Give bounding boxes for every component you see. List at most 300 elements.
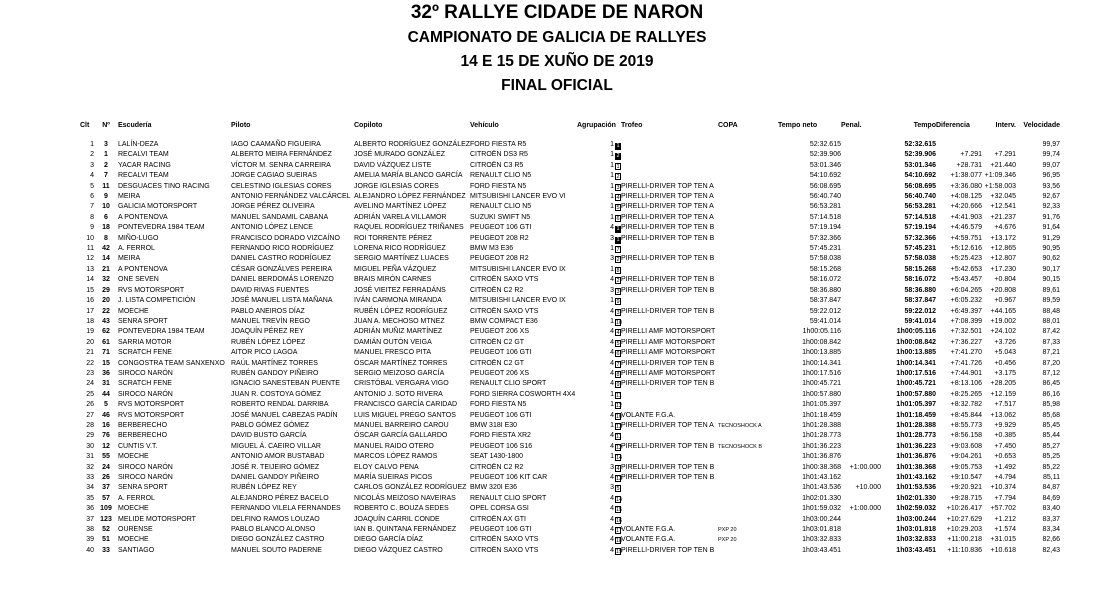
cell-velocidade-text: 85,44	[1042, 432, 1060, 440]
cell-piloto-text: MIGUEL Á. CAEIRO VILLAR	[231, 442, 321, 450]
cell-car-number	[94, 265, 118, 275]
cell-trofeo	[621, 307, 718, 317]
cell-copa	[718, 359, 778, 369]
cell-position	[80, 421, 94, 431]
cell-copa	[718, 390, 778, 400]
cell-piloto	[231, 338, 354, 348]
cell-diferencia	[936, 400, 982, 410]
cell-velocidade-text: 87,42	[1042, 328, 1060, 336]
cell-position-text: 18	[86, 317, 94, 325]
cell-copiloto	[354, 192, 470, 202]
cell-agrupacion	[577, 327, 621, 337]
cell-tempo-neto	[778, 202, 841, 212]
cell-tempo	[881, 535, 936, 545]
cell-tempo-text: 1h00:14.341	[896, 359, 936, 367]
cell-copiloto	[354, 202, 470, 212]
cell-trofeo	[621, 463, 718, 473]
cell-tempo-neto	[778, 327, 841, 337]
cell-interv-text: +10.618	[990, 546, 1016, 554]
cell-diferencia	[936, 327, 982, 337]
cell-escuderia-text: RVS MOTORSPORT	[118, 411, 185, 419]
cell-tempo-text: 53:01.346	[904, 161, 936, 169]
cell-position-text: 1	[90, 141, 94, 148]
cell-piloto	[231, 275, 354, 285]
cell-copa	[718, 307, 778, 317]
cell-diferencia-text: +7:36.227	[950, 338, 982, 346]
cell-copiloto	[354, 234, 470, 244]
cell-trofeo-text: PIRELLI-DRIVER TOP TEN B	[621, 255, 715, 263]
cell-piloto-text: VÍCTOR M. SENRA CARREIRA	[231, 161, 331, 169]
cell-position-text: 3	[90, 161, 94, 169]
cell-vehiculo-text: PEUGEOT 208 R2	[470, 234, 529, 242]
cell-piloto	[231, 452, 354, 462]
col-header-velocidade: Velocidade	[1023, 122, 1060, 129]
class-position-box: 10	[616, 413, 623, 420]
cell-copiloto-text: ELOY CALVO PENA	[354, 463, 419, 471]
cell-agrupacion-text: 3	[610, 234, 614, 242]
cell-penal	[841, 411, 881, 421]
cell-vehiculo-text: PEUGEOT 206 XS	[470, 328, 530, 336]
table-row	[80, 473, 1060, 483]
col-header-diferencia: Diferencia	[936, 122, 970, 129]
cell-copiloto	[354, 400, 470, 410]
cell-position-text: 29	[86, 432, 94, 440]
cell-piloto-text: ANTONIO LÓPEZ LENCE	[231, 224, 313, 232]
class-position-box: 18	[616, 538, 623, 545]
cell-trofeo-text: PIRELLI-DRIVER TOP TEN B	[621, 307, 715, 315]
cell-velocidade-text: 93,56	[1042, 182, 1060, 190]
cell-agrupacion	[577, 348, 621, 358]
cell-tempo	[881, 431, 936, 441]
cell-position-text: 35	[86, 494, 94, 502]
cell-copiloto	[354, 369, 470, 379]
cell-penal	[841, 359, 881, 369]
cell-trofeo	[621, 338, 718, 348]
cell-car-number-text: 61	[102, 338, 110, 346]
cell-agrupacion-text: 4	[610, 411, 614, 419]
cell-tempo	[881, 265, 936, 275]
table-row	[80, 379, 1060, 389]
cell-penal	[841, 338, 881, 348]
cell-car-number-text: 52	[102, 526, 110, 534]
cell-car-number-text: 29	[102, 286, 110, 294]
cell-penal	[841, 463, 881, 473]
class-position-box: 12	[616, 403, 623, 410]
cell-position	[80, 494, 94, 504]
cell-diferencia	[936, 431, 982, 441]
cell-vehiculo-text: FORD FIESTA N5	[470, 182, 527, 190]
cell-tempo	[881, 463, 936, 473]
cell-agrupacion-text: 3	[610, 255, 614, 263]
cell-tempo-neto-text: 59:41.014	[809, 317, 841, 325]
cell-copa	[718, 254, 778, 264]
cell-tempo-neto-text: 59:22.012	[809, 307, 841, 315]
cell-position-text: 25	[86, 390, 94, 398]
cell-car-number-text: 123	[100, 515, 112, 523]
cell-trofeo-text: PIRELLI-DRIVER TOP TEN A	[621, 421, 714, 429]
cell-tempo	[881, 525, 936, 535]
cell-car-number	[94, 182, 118, 192]
cell-tempo-text: 57:19.194	[904, 224, 936, 232]
col-header-interv: Interv.	[995, 122, 1016, 129]
cell-tempo-neto-text: 1h02:01.330	[802, 494, 841, 502]
cell-piloto	[231, 546, 354, 556]
cell-piloto	[231, 213, 354, 223]
cell-car-number	[94, 140, 118, 150]
cell-interv	[982, 452, 1016, 462]
cell-copa	[718, 546, 778, 556]
cell-tempo-text: 1h00:17.516	[896, 369, 936, 377]
cell-interv-text: +9.929	[994, 421, 1016, 429]
cell-position-text: 23	[86, 369, 94, 377]
cell-velocidade-text: 87,21	[1042, 349, 1060, 357]
cell-position-text: 19	[86, 328, 94, 336]
cell-copa	[718, 421, 778, 431]
cell-car-number-text: 9	[104, 193, 108, 201]
cell-copiloto-text: MANUEL BARREIRO CAROU	[354, 421, 449, 429]
table-header-row	[80, 121, 1060, 132]
cell-escuderia-text: RVS MOTORSPORT	[118, 401, 185, 409]
cell-escuderia	[118, 379, 231, 389]
cell-tempo	[881, 202, 936, 212]
cell-copiloto-text: ÓSCAR MARTÍNEZ TORRES	[354, 359, 448, 367]
cell-tempo	[881, 307, 936, 317]
cell-interv	[982, 421, 1016, 431]
cell-tempo-text: 1h00:13.885	[896, 349, 936, 357]
cell-car-number-text: 6	[104, 213, 108, 221]
cell-escuderia	[118, 473, 231, 483]
cell-diferencia	[936, 296, 982, 306]
cell-penal	[841, 494, 881, 504]
cell-copiloto	[354, 182, 470, 192]
cell-diferencia-text: +9:05.753	[950, 463, 982, 471]
cell-tempo-neto-text: 56:40.740	[809, 193, 841, 201]
cell-vehiculo-text: BMW 320I E36	[470, 484, 518, 492]
cell-diferencia	[936, 338, 982, 348]
cell-velocidade	[1016, 535, 1060, 545]
cell-trofeo-text: PIRELLI-DRIVER TOP TEN B	[621, 234, 715, 242]
cell-escuderia	[118, 254, 231, 264]
cell-agrupacion-text: 4	[610, 474, 614, 481]
cell-vehiculo	[470, 494, 577, 504]
class-position-box: 4	[616, 465, 620, 472]
cell-penal	[841, 286, 881, 296]
cell-agrupacion	[577, 296, 621, 306]
table-row	[80, 504, 1060, 514]
cell-agrupacion	[577, 265, 621, 275]
cell-trofeo	[621, 525, 718, 535]
table-row	[80, 202, 1060, 212]
cell-diferencia-text: +5:25.423	[950, 255, 982, 263]
cell-trofeo-text: PIRELLI-DRIVER TOP TEN B	[621, 442, 715, 450]
cell-velocidade	[1016, 390, 1060, 400]
cell-penal	[841, 515, 881, 525]
cell-velocidade-text: 85,98	[1042, 401, 1060, 409]
cell-car-number	[94, 463, 118, 473]
cell-piloto-text: DAVID BUSTO GARCÍA	[231, 432, 307, 440]
cell-piloto-text: RAÚL MARTÍNEZ TORRES	[231, 359, 318, 367]
cell-copiloto	[354, 546, 470, 556]
cell-interv-text: +19.002	[990, 317, 1016, 325]
cell-penal	[841, 140, 881, 150]
cell-vehiculo	[470, 525, 577, 535]
cell-tempo-neto	[778, 494, 841, 504]
cell-velocidade	[1016, 515, 1060, 525]
cell-position	[80, 192, 94, 202]
cell-tempo-text: 1h03:01.818	[896, 526, 936, 534]
cell-trofeo	[621, 411, 718, 421]
cell-copa	[718, 182, 778, 192]
cell-diferencia-text: +8:56.158	[950, 432, 982, 440]
class-position-box: 2	[616, 278, 620, 285]
cell-tempo-neto	[778, 421, 841, 431]
cell-tempo-neto	[778, 400, 841, 410]
cell-tempo-neto	[778, 161, 841, 171]
cell-diferencia-text: +11:00.218	[947, 536, 982, 544]
cell-diferencia-text: +4:41.903	[950, 213, 982, 221]
cell-tempo-neto	[778, 254, 841, 264]
cell-tempo-neto-text: 1h00:45.721	[802, 380, 841, 388]
cell-copiloto	[354, 473, 470, 483]
cell-car-number-text: 22	[102, 307, 110, 315]
cell-car-number-text: 43	[102, 317, 110, 325]
cell-agrupacion-text: 1	[610, 141, 614, 148]
cell-interv-text: +12.541	[990, 203, 1016, 211]
cell-velocidade-text: 83,37	[1042, 515, 1060, 523]
class-position-box: 1	[616, 143, 620, 149]
cell-tempo-neto-text: 58:36.880	[809, 286, 841, 294]
cell-vehiculo	[470, 327, 577, 337]
cell-tempo-neto-text: 1h00:17.516	[802, 369, 841, 377]
cell-position-text: 13	[86, 265, 94, 273]
table-row	[80, 338, 1060, 348]
cell-copa	[718, 535, 778, 545]
cell-velocidade	[1016, 442, 1060, 452]
cell-piloto	[231, 265, 354, 275]
cell-trofeo	[621, 244, 718, 254]
cell-velocidade-text: 82,43	[1042, 546, 1060, 554]
cell-position	[80, 327, 94, 337]
cell-agrupacion-text: 1	[610, 213, 614, 221]
cell-velocidade-text: 82,66	[1042, 536, 1060, 544]
cell-copiloto-text: SERGIO MARTÍNEZ LUACES	[354, 255, 449, 263]
table-row	[80, 431, 1060, 441]
cell-tempo-neto	[778, 223, 841, 233]
cell-copa	[718, 234, 778, 244]
cell-escuderia	[118, 411, 231, 421]
cell-trofeo	[621, 348, 718, 358]
cell-velocidade	[1016, 223, 1060, 233]
cell-copiloto	[354, 421, 470, 431]
cell-escuderia-text: SENRA SPORT	[118, 484, 168, 492]
cell-car-number	[94, 359, 118, 369]
cell-piloto-text: CÉSAR GONZÁLVES PEREIRA	[231, 265, 333, 273]
cell-vehiculo-text: RENAULT CLIO SPORT	[470, 494, 547, 502]
cell-velocidade	[1016, 202, 1060, 212]
cell-position-text: 32	[86, 463, 94, 471]
cell-velocidade	[1016, 546, 1060, 556]
cell-copiloto-text: FRANCISCO GARCÍA CARIDAD	[354, 401, 458, 409]
cell-diferencia-text: +8:55.773	[950, 421, 982, 429]
cell-agrupacion	[577, 442, 621, 452]
cell-vehiculo	[470, 202, 577, 212]
cell-tempo-neto-text: 1h01:05.397	[802, 401, 841, 409]
cell-velocidade-text: 87,33	[1042, 338, 1060, 346]
cell-copiloto-text: ADRIÁN MUÑIZ MARTÍNEZ	[354, 328, 443, 336]
cell-car-number-text: 55	[102, 453, 110, 461]
cell-escuderia	[118, 161, 231, 171]
cell-diferencia-text: +7:44.901	[950, 369, 982, 377]
cell-penal	[841, 421, 881, 431]
cell-trofeo	[621, 359, 718, 369]
cell-car-number	[94, 244, 118, 254]
cell-position	[80, 150, 94, 160]
cell-tempo	[881, 317, 936, 327]
cell-tempo-text: 1h01:05.397	[896, 401, 936, 409]
cell-car-number-text: 8	[104, 234, 108, 242]
cell-diferencia	[936, 369, 982, 379]
cell-piloto-text: JOSÉ MANUEL LISTA MAÑANA	[231, 297, 333, 305]
cell-piloto-text: MANUEL TREVÍN REGO	[231, 317, 310, 325]
table-row	[80, 254, 1060, 264]
cell-car-number-text: 62	[102, 328, 110, 336]
class-position-box: 11	[616, 392, 622, 399]
cell-trofeo	[621, 192, 718, 202]
cell-tempo-text: 58:15.268	[904, 265, 936, 273]
cell-copa	[718, 202, 778, 212]
cell-agrupacion-text: 1	[610, 151, 614, 159]
cell-diferencia-text: +4:20.666	[950, 203, 982, 211]
championship-title: CAMPIONATO DE GALICIA DE RALLYES	[407, 29, 707, 46]
cell-vehiculo-text: PEUGEOT 106 GTI	[470, 526, 532, 534]
class-position-box: 3	[616, 309, 620, 316]
cell-escuderia	[118, 275, 231, 285]
cell-agrupacion	[577, 452, 621, 462]
cell-trofeo	[621, 275, 718, 285]
col-header-number: Nº	[102, 122, 110, 129]
cell-car-number	[94, 192, 118, 202]
cell-diferencia	[936, 223, 982, 233]
cell-tempo	[881, 223, 936, 233]
cell-position	[80, 338, 94, 348]
cell-tempo-text: 1h03:32.833	[896, 536, 936, 544]
cell-copiloto-text: CRISTÓBAL VERGARA VIGO	[354, 380, 449, 388]
cell-agrupacion	[577, 182, 621, 192]
cell-velocidade	[1016, 234, 1060, 244]
cell-car-number-text: 21	[102, 265, 110, 273]
cell-escuderia-text: PONTEVEDRA 1984 TEAM	[118, 224, 205, 232]
table-row	[80, 348, 1060, 358]
cell-piloto-text: MANUEL SOUTO PADERNE	[231, 546, 322, 554]
cell-diferencia	[936, 452, 982, 462]
cell-penal	[841, 390, 881, 400]
cell-piloto	[231, 150, 354, 160]
cell-interv	[982, 234, 1016, 244]
cell-penal-text: +10.000	[855, 484, 881, 492]
cell-vehiculo-text: FORD FIESTA XR2	[470, 432, 531, 440]
cell-interv-text: +0.456	[994, 359, 1016, 367]
table-row	[80, 150, 1060, 160]
cell-position-text: 6	[90, 193, 94, 201]
cell-penal	[841, 317, 881, 327]
cell-copiloto	[354, 494, 470, 504]
cell-piloto-text: MANUEL SANDAMIL CABANA	[231, 213, 329, 221]
cell-diferencia-text: +8:13.106	[950, 380, 982, 388]
cell-agrupacion	[577, 307, 621, 317]
cell-tempo-neto-text: 1h01:36.223	[802, 442, 841, 450]
cell-tempo-neto-text: 1h00:05.116	[802, 328, 841, 336]
cell-position	[80, 244, 94, 254]
cell-diferencia-text: +10:26.417	[946, 505, 982, 513]
cell-escuderia	[118, 213, 231, 223]
cell-tempo-text: 52:39.906	[904, 151, 936, 159]
cell-trofeo	[621, 161, 718, 171]
cell-velocidade	[1016, 286, 1060, 296]
cell-escuderia-text: A PONTENOVA	[118, 213, 168, 221]
cell-copiloto	[354, 286, 470, 296]
cell-tempo	[881, 494, 936, 504]
cell-copiloto	[354, 348, 470, 358]
cell-copa	[718, 348, 778, 358]
cell-vehiculo-text: RENAULT CLIO SPORT	[470, 380, 547, 388]
cell-interv-text: +1.212	[994, 515, 1016, 523]
cell-escuderia-text: A. FERROL	[118, 245, 155, 253]
col-header-trofeo: Trofeo	[621, 122, 643, 129]
cell-tempo-text: 1h02:59.032	[896, 505, 936, 513]
cell-vehiculo	[470, 452, 577, 462]
cell-car-number	[94, 202, 118, 212]
cell-escuderia-text: SIROCO NARÓN	[118, 369, 173, 377]
cell-velocidade	[1016, 171, 1060, 181]
table-row	[80, 546, 1060, 556]
cell-tempo-text: 1h01:28.388	[896, 421, 936, 429]
cell-car-number	[94, 338, 118, 348]
cell-tempo-text: 1h00:45.721	[896, 380, 936, 388]
cell-escuderia	[118, 223, 231, 233]
cell-position	[80, 182, 94, 192]
cell-vehiculo-text: MITSUBISHI LANCER EVO VI	[470, 193, 566, 201]
cell-tempo	[881, 483, 936, 493]
cell-position	[80, 535, 94, 545]
cell-velocidade	[1016, 140, 1060, 150]
cell-escuderia-text: MOECHE	[118, 536, 149, 544]
class-position-box: 4	[616, 330, 620, 337]
cell-escuderia-text: CONGOSTRA TEAM SANXENXO	[118, 359, 225, 367]
cell-copa	[718, 338, 778, 348]
cell-tempo-neto	[778, 213, 841, 223]
cell-vehiculo	[470, 473, 577, 483]
cell-car-number	[94, 390, 118, 400]
cell-vehiculo	[470, 442, 577, 452]
cell-tempo-neto	[778, 379, 841, 389]
cell-agrupacion-text: 1	[610, 297, 614, 305]
cell-velocidade-text: 85,11	[1043, 474, 1060, 481]
table-row	[80, 421, 1060, 431]
cell-position-text: 30	[86, 442, 94, 450]
cell-escuderia-text: A PONTENOVA	[118, 265, 168, 273]
table-row	[80, 525, 1060, 535]
cell-copiloto-text: JOAQUÍN CARRIL CONDE	[354, 515, 440, 523]
cell-car-number	[94, 494, 118, 504]
cell-trofeo-text: PIRELLI-DRIVER TOP TEN B	[621, 224, 715, 232]
cell-agrupacion-text: 4	[610, 526, 614, 534]
cell-trofeo	[621, 442, 718, 452]
cell-agrupacion	[577, 411, 621, 421]
results-table	[80, 121, 1060, 556]
class-position-box: 15	[616, 507, 623, 514]
class-position-box: 8	[616, 267, 620, 274]
class-position-box: 1	[616, 226, 620, 233]
